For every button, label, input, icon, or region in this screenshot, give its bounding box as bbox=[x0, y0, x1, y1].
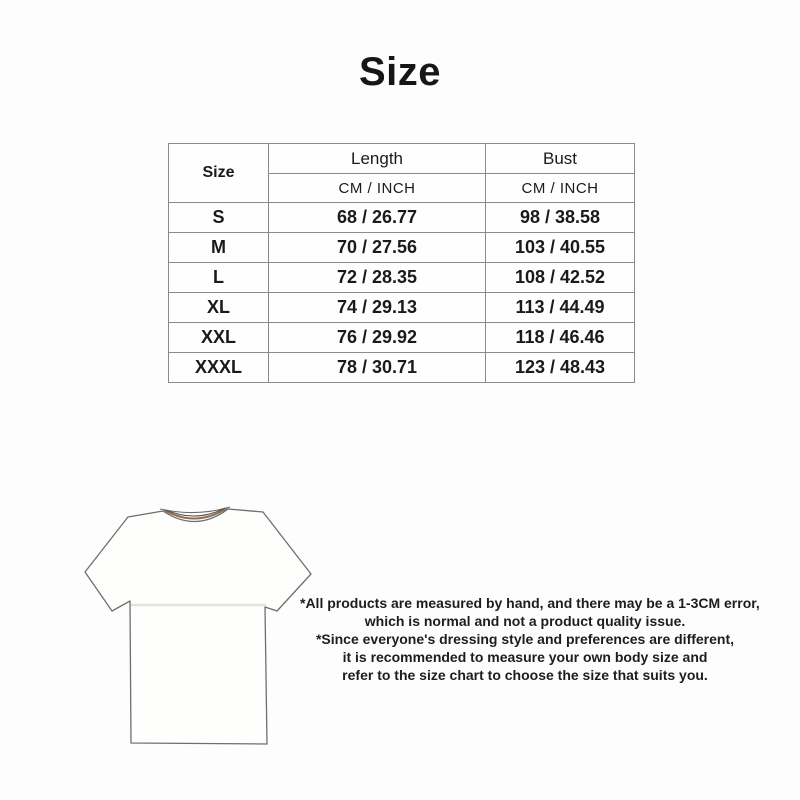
col-header-length: Length bbox=[269, 144, 486, 174]
table-row bbox=[169, 293, 635, 323]
length-cell: 76 / 29.92 bbox=[269, 323, 486, 353]
length-cell: 70 / 27.56 bbox=[269, 233, 486, 263]
tshirt-illustration bbox=[70, 483, 330, 768]
table-header-row bbox=[169, 144, 635, 174]
table-row bbox=[169, 323, 635, 353]
length-cell: 68 / 26.77 bbox=[269, 203, 486, 233]
bust-cell: 123 / 48.43 bbox=[486, 353, 635, 383]
page-title: Size bbox=[358, 50, 442, 94]
note-line: it is recommended to measure your own body size and bbox=[342, 649, 708, 665]
note-line: refer to the size chart to choose the size that suits you. bbox=[342, 667, 708, 683]
bust-cell: 108 / 42.52 bbox=[486, 263, 635, 293]
bust-cell: 113 / 44.49 bbox=[486, 293, 635, 323]
unit-header-length: CM / INCH bbox=[269, 174, 486, 203]
unit-header-bust: CM / INCH bbox=[486, 174, 635, 203]
note-line: *Since everyone's dressing style and preferences are different, bbox=[315, 631, 735, 647]
col-header-bust: Bust bbox=[486, 144, 635, 174]
tshirt-front-icon bbox=[70, 483, 330, 768]
table-row bbox=[169, 353, 635, 383]
size-cell: S bbox=[169, 203, 269, 233]
size-cell: M bbox=[169, 233, 269, 263]
measurement-notes bbox=[300, 594, 760, 684]
size-cell: XL bbox=[169, 293, 269, 323]
length-cell: 78 / 30.71 bbox=[269, 353, 486, 383]
bust-cell: 103 / 40.55 bbox=[486, 233, 635, 263]
table-row bbox=[169, 263, 635, 293]
length-cell: 72 / 28.35 bbox=[269, 263, 486, 293]
table-row bbox=[169, 233, 635, 263]
tshirt-body-outline bbox=[85, 509, 311, 744]
size-cell: XXL bbox=[169, 323, 269, 353]
note-line: which is normal and not a product quality issue. bbox=[364, 613, 686, 629]
note-line: *All products are measured by hand, and there may be a 1-3CM error, bbox=[300, 595, 760, 611]
length-cell: 74 / 29.13 bbox=[269, 293, 486, 323]
bust-cell: 118 / 46.46 bbox=[486, 323, 635, 353]
size-chart-table bbox=[168, 143, 635, 383]
size-cell: XXXL bbox=[169, 353, 269, 383]
table-row bbox=[169, 203, 635, 233]
col-header-size: Size bbox=[169, 144, 269, 203]
bust-cell: 98 / 38.58 bbox=[486, 203, 635, 233]
size-cell: L bbox=[169, 263, 269, 293]
